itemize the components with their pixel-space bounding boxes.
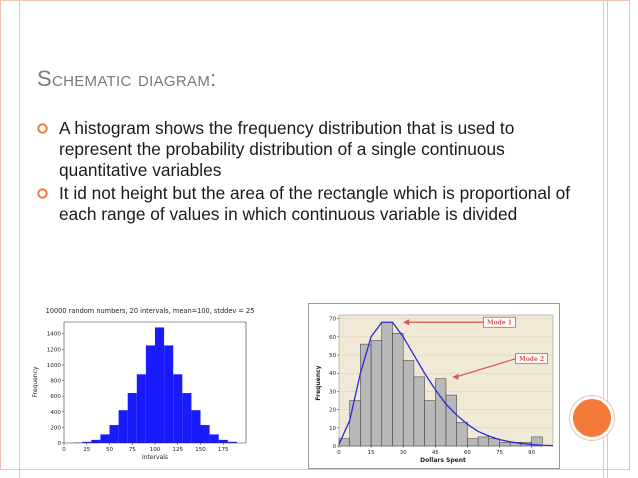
histogram-bar xyxy=(446,395,457,446)
y-tick-label: 10 xyxy=(329,425,336,432)
chart-title: 10000 random numbers, 20 intervals, mean=100, stddev = 25 xyxy=(45,307,255,315)
y-tick-label: 400 xyxy=(50,409,61,416)
histogram-bar xyxy=(182,393,191,443)
y-tick-label: 1200 xyxy=(46,347,61,354)
histogram-bar xyxy=(201,425,210,443)
bimodal-histogram-chart xyxy=(308,303,560,469)
annotation-label: Mode 2 xyxy=(519,355,545,363)
y-tick-label: 0 xyxy=(57,441,61,447)
bullet-text: It id not height but the area of the rectangle which is proportional of each range of values in which continuous variable is divided xyxy=(59,183,571,224)
bullet-item xyxy=(36,183,576,225)
histogram-bar xyxy=(191,410,200,443)
histogram-bar xyxy=(500,442,511,446)
y-tick-label: 200 xyxy=(50,425,61,432)
normal-histogram-chart xyxy=(30,298,270,463)
x-axis-label: Dollars Spent xyxy=(420,457,466,464)
x-axis-label: Intervals xyxy=(141,454,169,461)
x-tick-label: 45 xyxy=(431,450,439,456)
histogram-bar xyxy=(210,434,219,443)
histogram-bar xyxy=(164,345,173,443)
histogram-bar xyxy=(403,360,414,446)
y-tick-label: 0 xyxy=(332,444,336,450)
histogram-bar xyxy=(119,410,128,443)
histogram-bar xyxy=(173,374,182,443)
histogram-bar xyxy=(350,401,361,446)
y-tick-label: 50 xyxy=(329,353,336,360)
y-axis-label: Frequency xyxy=(32,366,39,398)
x-tick-label: 30 xyxy=(399,450,407,456)
accent-circle xyxy=(570,396,614,440)
histogram-bar xyxy=(128,393,137,443)
y-tick-label: 800 xyxy=(50,378,61,385)
histogram-bar xyxy=(467,439,478,446)
x-tick-label: 0 xyxy=(62,447,66,453)
y-tick-label: 1400 xyxy=(46,331,61,338)
histogram-bar xyxy=(478,437,489,446)
slide-title xyxy=(37,66,217,92)
histogram-bar xyxy=(360,344,371,446)
y-tick-label: 40 xyxy=(329,371,336,378)
bullet-list xyxy=(36,118,576,227)
histogram-bar xyxy=(371,340,382,446)
x-tick-label: 175 xyxy=(217,447,229,453)
x-tick-label: 75 xyxy=(128,447,136,453)
y-tick-label: 60 xyxy=(329,334,336,341)
histogram-bar xyxy=(91,440,100,443)
x-tick-label: 15 xyxy=(367,450,375,456)
histogram-bar xyxy=(414,377,425,446)
annotation-label: Mode 1 xyxy=(487,319,512,327)
histogram-bar xyxy=(393,333,404,446)
histogram-bar xyxy=(110,425,119,443)
y-axis-label: Frequency xyxy=(315,365,322,401)
bullet-ring-icon xyxy=(37,188,48,199)
x-tick-label: 100 xyxy=(149,447,161,453)
x-tick-label: 0 xyxy=(337,450,341,456)
histogram-bar xyxy=(382,322,393,446)
histogram-bar xyxy=(146,345,155,443)
y-tick-label: 30 xyxy=(329,389,336,396)
histogram-bar xyxy=(489,439,500,446)
histogram-bar xyxy=(219,440,228,443)
y-tick-label: 1000 xyxy=(46,362,61,369)
left-rule xyxy=(19,0,20,478)
title-first-letter: S xyxy=(37,66,52,91)
x-tick-label: 60 xyxy=(463,450,471,456)
title-rest: chematic diagram: xyxy=(51,66,217,91)
x-tick-label: 25 xyxy=(83,447,91,453)
histogram-bar xyxy=(100,434,109,443)
histogram-bar xyxy=(425,401,436,446)
x-tick-label: 75 xyxy=(496,450,503,456)
y-tick-label: 20 xyxy=(329,407,336,414)
x-tick-label: 90 xyxy=(528,450,536,456)
bullet-text: A histogram shows the frequency distribution that is used to represent the probability distribution of a single continuous quantitative variables xyxy=(59,118,515,180)
histogram-bar xyxy=(435,379,446,446)
histogram-bar xyxy=(137,374,146,443)
y-tick-label: 600 xyxy=(50,394,61,401)
x-tick-label: 50 xyxy=(105,447,114,453)
x-tick-label: 125 xyxy=(172,447,184,453)
bullet-ring-icon xyxy=(37,123,48,134)
histogram-bar xyxy=(155,327,164,443)
histogram-bar xyxy=(457,422,468,446)
bullet-item xyxy=(36,118,576,181)
x-tick-label: 150 xyxy=(195,447,206,453)
y-tick-label: 70 xyxy=(329,316,336,323)
